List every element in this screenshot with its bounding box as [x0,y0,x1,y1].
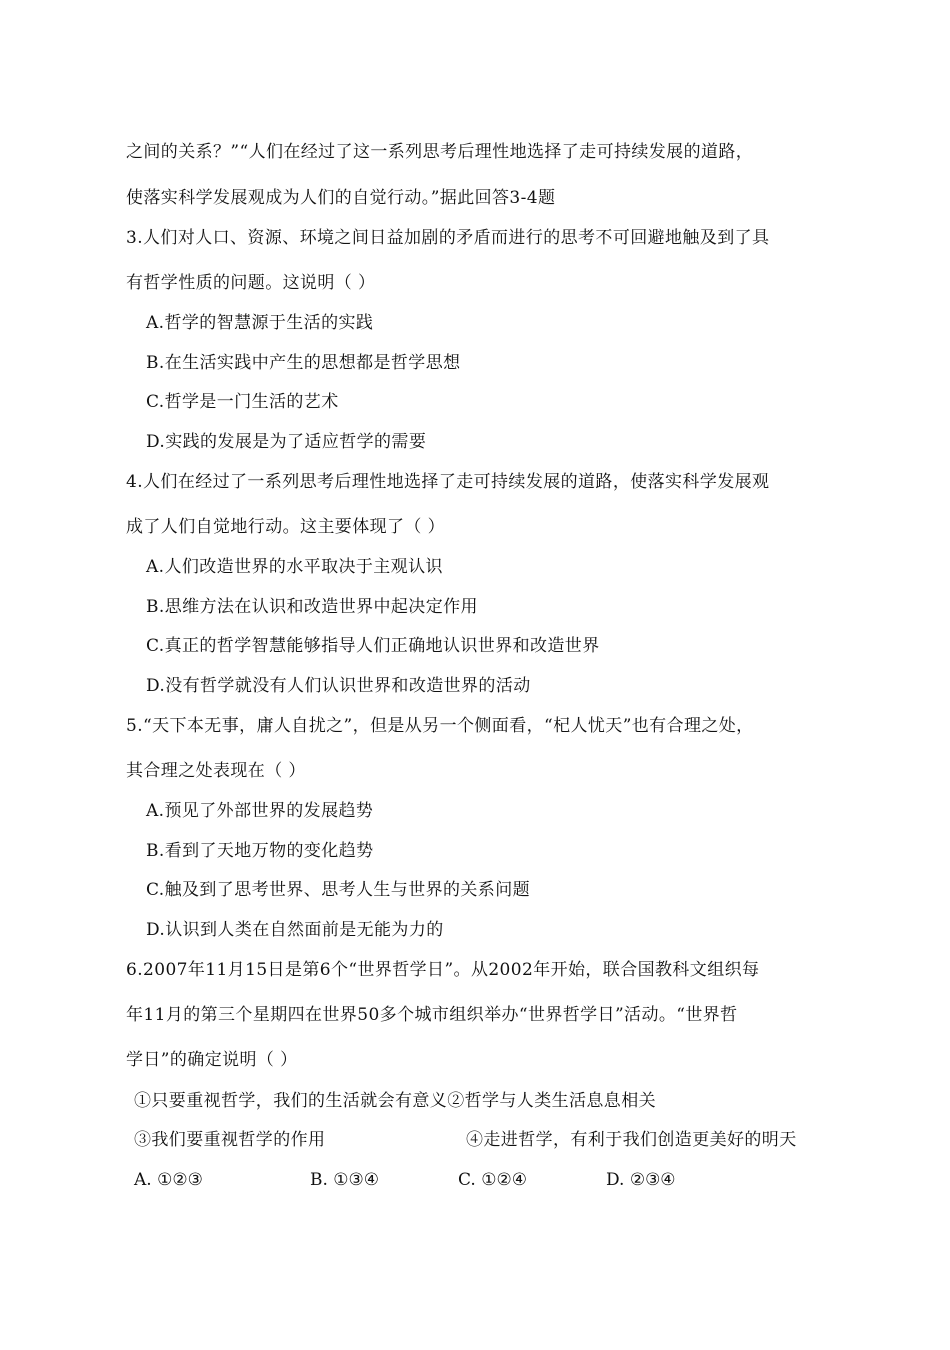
question-4-option-a: A.人们改造世界的水平取决于主观认识 [146,557,443,577]
question-4-option-d: D.没有哲学就没有人们认识世界和改造世界的活动 [146,676,531,696]
question-6-statement-4: ④走进哲学，有利于我们创造更美好的明天 [466,1130,797,1150]
question-3-stem-line-1: 3.人们对人口、资源、环境之间日益加剧的矛盾而进行的思考不可回避地触及到了具 [126,228,770,248]
question-6-statements-1-2: ①只要重视哲学，我们的生活就会有意义②哲学与人类生活息息相关 [134,1091,656,1111]
question-4-stem-line-1: 4.人们在经过了一系列思考后理性地选择了走可持续发展的道路，使落实科学发展观 [126,472,770,492]
question-4-stem-line-2: 成了人们自觉地行动。这主要体现了（ ） [126,517,446,537]
question-6-answer-d: D. ②③④ [606,1170,676,1190]
question-5-option-d: D.认识到人类在自然面前是无能为力的 [146,920,444,940]
question-6-answer-b: B. ①③④ [310,1170,380,1190]
question-3-option-b: B.在生活实践中产生的思想都是哲学思想 [146,353,461,373]
question-4-option-c: C.真正的哲学智慧能够指导人们正确地认识世界和改造世界 [146,636,600,656]
question-4-option-b: B.思维方法在认识和改造世界中起决定作用 [146,597,478,617]
question-6-statement-3: ③我们要重视哲学的作用 [134,1130,326,1150]
question-5-stem-line-2: 其合理之处表现在（ ） [126,761,306,781]
intro-line-1: 之间的关系？”“人们在经过了这一系列思考后理性地选择了走可持续发展的道路， [126,142,754,162]
question-3-option-a: A.哲学的智慧源于生活的实践 [146,313,374,333]
question-6-stem-line-1: 6.2007年11月15日是第6个“世界哲学日”。从2002年开始，联合国教科文组织每 [126,960,760,980]
question-5-option-b: B.看到了天地万物的变化趋势 [146,841,374,861]
question-5-stem-line-1: 5.“天下本无事，庸人自扰之”，但是从另一个侧面看，“杞人忧天”也有合理之处， [126,716,754,736]
question-3-option-c: C.哲学是一门生活的艺术 [146,392,339,412]
question-6-stem-line-3: 学日”的确定说明（ ） [126,1050,298,1070]
question-6-stem-line-2: 年11月的第三个星期四在世界50多个城市组织举办“世界哲学日”活动。“世界哲 [126,1005,738,1025]
intro-line-2: 使落实科学发展观成为人们的自觉行动。”据此回答3-4题 [126,188,556,208]
question-6-answer-c: C. ①②④ [458,1170,527,1190]
question-3-stem-line-2: 有哲学性质的问题。这说明（ ） [126,273,376,293]
question-6-answer-a: A. ①②③ [134,1170,203,1190]
question-3-option-d: D.实践的发展是为了适应哲学的需要 [146,432,427,452]
question-5-option-a: A.预见了外部世界的发展趋势 [146,801,374,821]
question-5-option-c: C.触及到了思考世界、思考人生与世界的关系问题 [146,880,531,900]
